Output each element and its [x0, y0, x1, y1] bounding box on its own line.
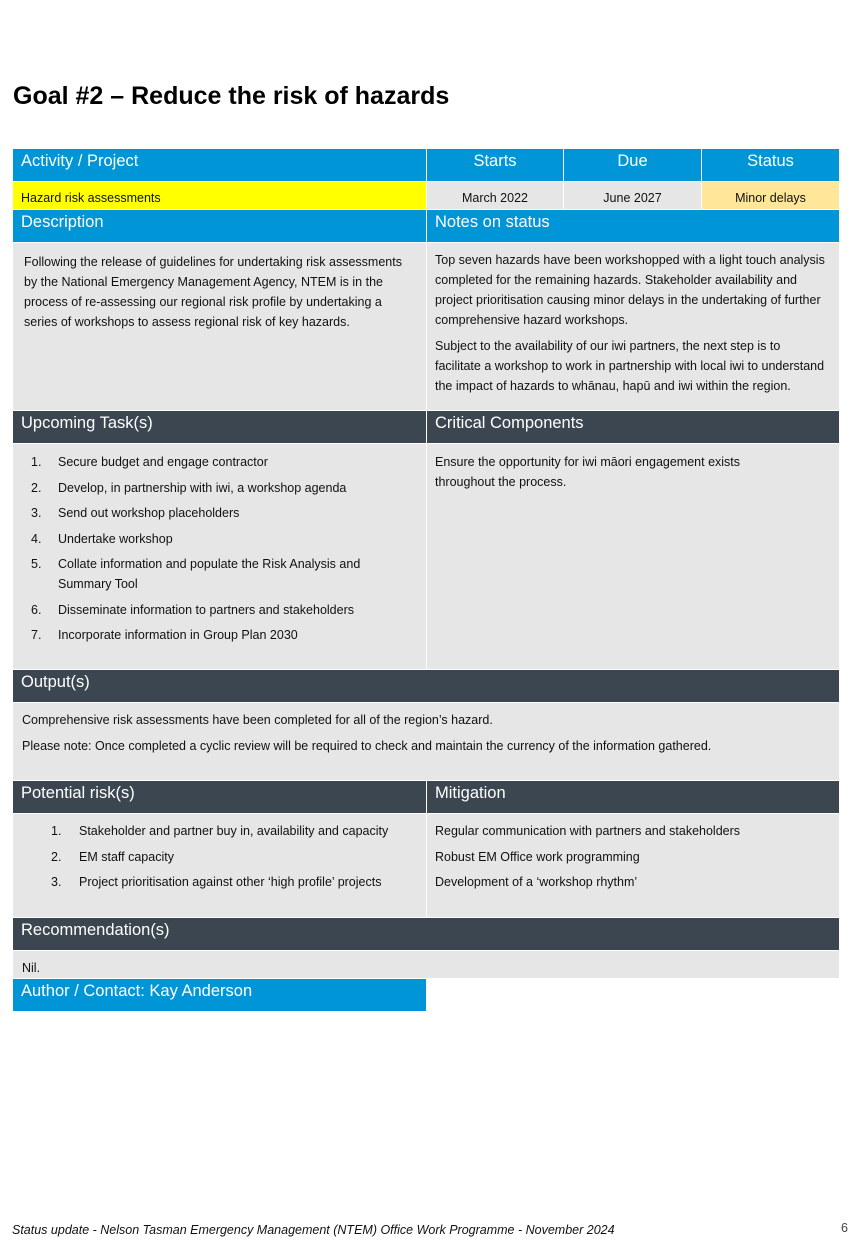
list-number: 2.: [51, 849, 62, 864]
status-badge: Minor delays: [702, 182, 839, 209]
list-number: 3.: [31, 506, 42, 520]
outputs-paragraph-1: Comprehensive risk assessments have been completed for all of the region’s hazard.: [22, 713, 493, 727]
list-number: 6.: [31, 602, 42, 617]
recommendations-text: Nil.: [13, 951, 839, 978]
potential-risks-list: [13, 814, 426, 917]
notes-paragraph-1: Top seven hazards have been workshopped with a light touch analysis completed for the remaining hazards. Stakeholder availability and project prioritisation causing minor delays in the undertaking of further comprehensive hazard workshops.: [435, 253, 825, 327]
list-item: [31, 554, 416, 594]
list-text: Incorporate information in Group Plan 2030: [58, 628, 298, 642]
potential-risks-header: Potential risk(s): [13, 781, 426, 813]
list-text: Send out workshop placeholders: [58, 506, 240, 520]
due-header: Due: [564, 149, 701, 181]
list-text: Project prioritisation against other ‘high profile’ projects: [79, 875, 382, 889]
list-item: [31, 600, 416, 620]
outputs-text: [13, 703, 839, 780]
critical-components-header: Critical Components: [427, 411, 839, 443]
mitigation-item: Development of a ‘workshop rhythm’: [435, 875, 638, 889]
list-item: [31, 478, 416, 498]
list-text: Disseminate information to partners and stakeholders: [58, 602, 354, 617]
activity-name: Hazard risk assessments: [13, 182, 426, 209]
description-paragraph: Following the release of guidelines for undertaking risk assessments by the National Emergency Management Agency, NTEM is in the process of re-assessing our regional risk profile by undertaking a series of workshops to assess regional risk of key hazards.: [24, 255, 402, 329]
notes-header: Notes on status: [427, 210, 839, 242]
status-header: Status: [702, 149, 839, 181]
list-number: 1.: [51, 824, 62, 838]
upcoming-tasks-header: Upcoming Task(s): [13, 411, 426, 443]
page-title: Goal #2 – Reduce the risk of hazards: [13, 82, 450, 110]
outputs-paragraph-2: Please note: Once completed a cyclic review will be required to check and maintain the currency of the information gathered.: [22, 739, 712, 753]
list-text: Collate information and populate the Risk Analysis and Summary Tool: [58, 557, 361, 591]
notes-paragraph-2: Subject to the availability of our iwi partners, the next step is to facilitate a workshop to work in partnership with local iwi to understand the impact of hazards to whānau, hapū and iwi within the region.: [435, 339, 825, 393]
notes-text: [427, 243, 839, 410]
recommendations-header: Recommendation(s): [13, 918, 839, 950]
list-text: Undertake workshop: [58, 531, 173, 546]
list-number: 7.: [31, 628, 42, 642]
list-item: [51, 847, 422, 867]
list-number: 1.: [31, 455, 42, 469]
starts-header: Starts: [427, 149, 563, 181]
list-item: [51, 872, 422, 892]
mitigation-item: Robust EM Office work programming: [435, 849, 640, 864]
list-number: 3.: [51, 875, 62, 889]
critical-components-text: [427, 444, 839, 669]
outputs-header: Output(s): [13, 670, 839, 702]
list-text: Stakeholder and partner buy in, availability and capacity: [79, 824, 389, 838]
list-item: [31, 529, 416, 549]
mitigation-list: [427, 814, 839, 917]
footer-text: Status update - Nelson Tasman Emergency Management (NTEM) Office Work Programme - November 2024: [12, 1223, 615, 1237]
list-number: 4.: [31, 531, 42, 546]
mitigation-item: Regular communication with partners and stakeholders: [435, 824, 741, 838]
author-contact: Author / Contact: Kay Anderson: [13, 979, 426, 1011]
mitigation-header: Mitigation: [427, 781, 839, 813]
list-text: EM staff capacity: [79, 849, 174, 864]
description-text: [13, 243, 426, 410]
list-number: 2.: [31, 480, 42, 495]
list-item: [31, 452, 416, 472]
critical-paragraph: Ensure the opportunity for iwi māori engagement exists throughout the process.: [435, 455, 741, 489]
list-item: [31, 625, 416, 645]
activity-header: Activity / Project: [13, 149, 426, 181]
list-item: [51, 821, 422, 841]
upcoming-tasks-list: [13, 444, 426, 669]
activity-starts: March 2022: [427, 182, 563, 209]
list-text: Secure budget and engage contractor: [58, 455, 268, 469]
list-number: 5.: [31, 557, 42, 571]
page-number: 6: [841, 1221, 848, 1235]
description-header: Description: [13, 210, 426, 242]
list-item: [31, 503, 416, 523]
activity-due: June 2027: [564, 182, 701, 209]
list-text: Develop, in partnership with iwi, a workshop agenda: [58, 480, 347, 495]
